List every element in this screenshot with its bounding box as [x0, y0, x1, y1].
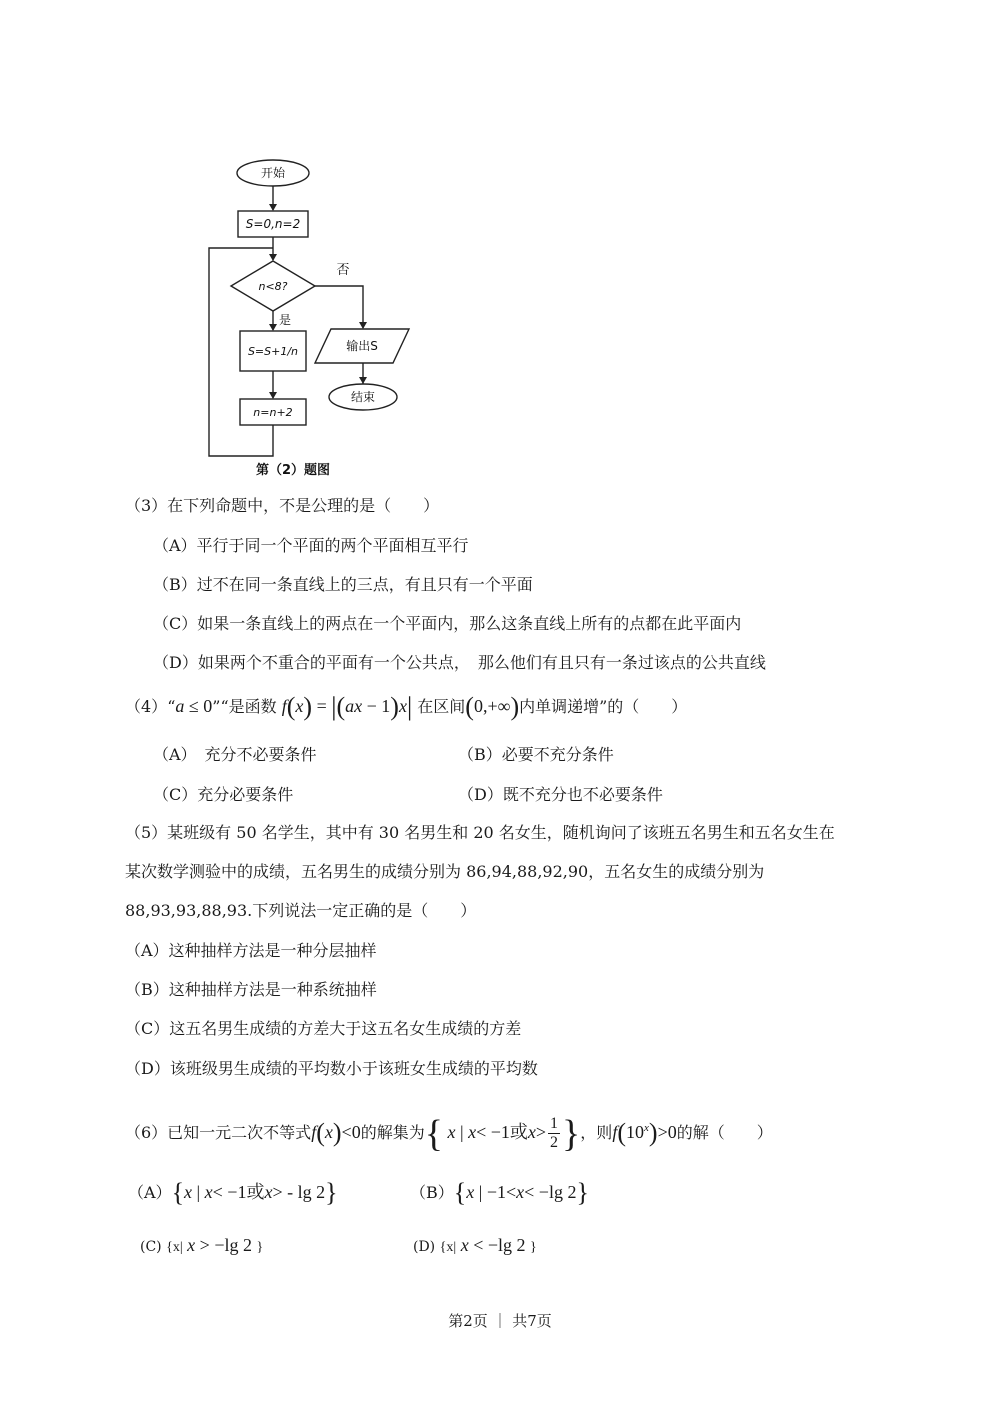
q6-text-2: ，则	[580, 1123, 613, 1142]
q5-option-b: （B）这种抽样方法是一种系统抽样	[125, 980, 377, 999]
flowchart-no-label: 否	[336, 263, 350, 278]
q5-option-a: （A）这种抽样方法是一种分层抽样	[125, 941, 377, 960]
q4-text-3: 内单调递增”的（ ）	[519, 697, 688, 716]
q4-interval: (0,+∞)	[465, 692, 520, 721]
q5-line-2: 某次数学测验中的成绩，五名男生的成绩分别为 86,94,88,92,90，五名女生的成绩分别为	[125, 862, 765, 881]
flowchart-yes-label: 是	[278, 313, 292, 327]
q3-option-b: （B）过不在同一条直线上的三点，有且只有一个平面	[153, 575, 533, 594]
q4-function: f(x) = |(ax − 1)x|	[281, 692, 413, 721]
q3-stem: （3）在下列命题中，不是公理的是（ ）	[125, 496, 440, 515]
q6-option-c-label: (C)	[140, 1239, 162, 1255]
q4-number: （4）	[125, 697, 168, 716]
q3-option-d: （D）如果两个不重合的平面有一个公共点， 那么他们有且只有一条过该点的公共直线	[153, 653, 766, 672]
flowchart-caption: 第（2）题图	[255, 463, 331, 478]
q4-stem: （4）“a ≤ 0”“是函数 f(x) = |(ax − 1)x| 在区间(0,+∞)内单调递增”的（ ）	[125, 692, 688, 721]
q6-expr: $f(10^x)>0$	[612, 1118, 677, 1147]
q6-option-b: （B）{x | −1<x< −lg 2}	[410, 1178, 589, 1207]
q4-option-c: （C）充分必要条件	[153, 785, 294, 804]
q4-option-b: （B）必要不充分条件	[458, 745, 614, 764]
q5-option-d: （D）该班级男生成绩的平均数小于该班女生成绩的平均数	[125, 1059, 538, 1078]
q3-option-c: （C）如果一条直线上的两点在一个平面内，那么这条直线上所有的点都在此平面内	[153, 614, 742, 633]
q6-option-d: (D) {x| x < −lg 2 }	[413, 1235, 537, 1255]
q6-text-1: 的解集为	[360, 1123, 425, 1142]
q6-text-0: （6）已知一元二次不等式	[125, 1123, 312, 1142]
q6-ineq: f(x)<0	[311, 1118, 361, 1147]
q6-solution-set: { x | x< −1或x> $\frac{1}{2}$ }	[424, 1113, 581, 1155]
flowchart-diagram	[195, 148, 435, 488]
flowchart-start-text: 开始	[260, 166, 286, 180]
q3-option-a: （A）平行于同一个平面的两个平面相互平行	[153, 536, 469, 555]
q6-option-c: (C) {x| x > −lg 2 }	[140, 1235, 264, 1255]
flowchart-increment-text: n=n+2	[253, 406, 293, 419]
q6-option-a-label: （A）	[128, 1183, 172, 1202]
q4-text-2: 在区间	[417, 697, 466, 716]
q6-text-3: 的解（ ）	[676, 1123, 773, 1142]
flowchart-condition-text: n<8?	[258, 280, 288, 293]
q4-option-a: （A） 充分不必要条件	[153, 745, 317, 764]
flowchart-output-text: 输出S	[346, 339, 378, 353]
q5-line-1: （5）某班级有 50 名学生，其中有 30 名男生和 20 名女生，随机询问了该班五名男生和五名女生在	[125, 823, 835, 842]
q4-condition: a ≤ 0	[175, 696, 213, 716]
flowchart-init-text: S=0,n=2	[245, 217, 301, 231]
flowchart-end-text: 结束	[350, 390, 376, 404]
q6-option-a: （A）{x | x< −1或x> - lg 2}	[128, 1178, 338, 1207]
q6-stem	[125, 1108, 773, 1154]
q6-option-b-label: （B）	[410, 1183, 454, 1202]
q6-option-d-label: (D)	[413, 1239, 436, 1255]
q4-option-d: （D）既不充分也不必要条件	[458, 785, 663, 804]
flowchart-process-text: S=S+1/n	[247, 345, 299, 358]
q5-option-c: （C）这五名男生成绩的方差大于这五名女生成绩的方差	[125, 1019, 522, 1038]
q5-line-3: 88,93,93,88,93.下列说法一定正确的是（ ）	[125, 901, 477, 920]
q4-text-1: 是函数	[228, 697, 277, 716]
page-footer: 第2页 ｜ 共7页	[448, 1312, 552, 1330]
